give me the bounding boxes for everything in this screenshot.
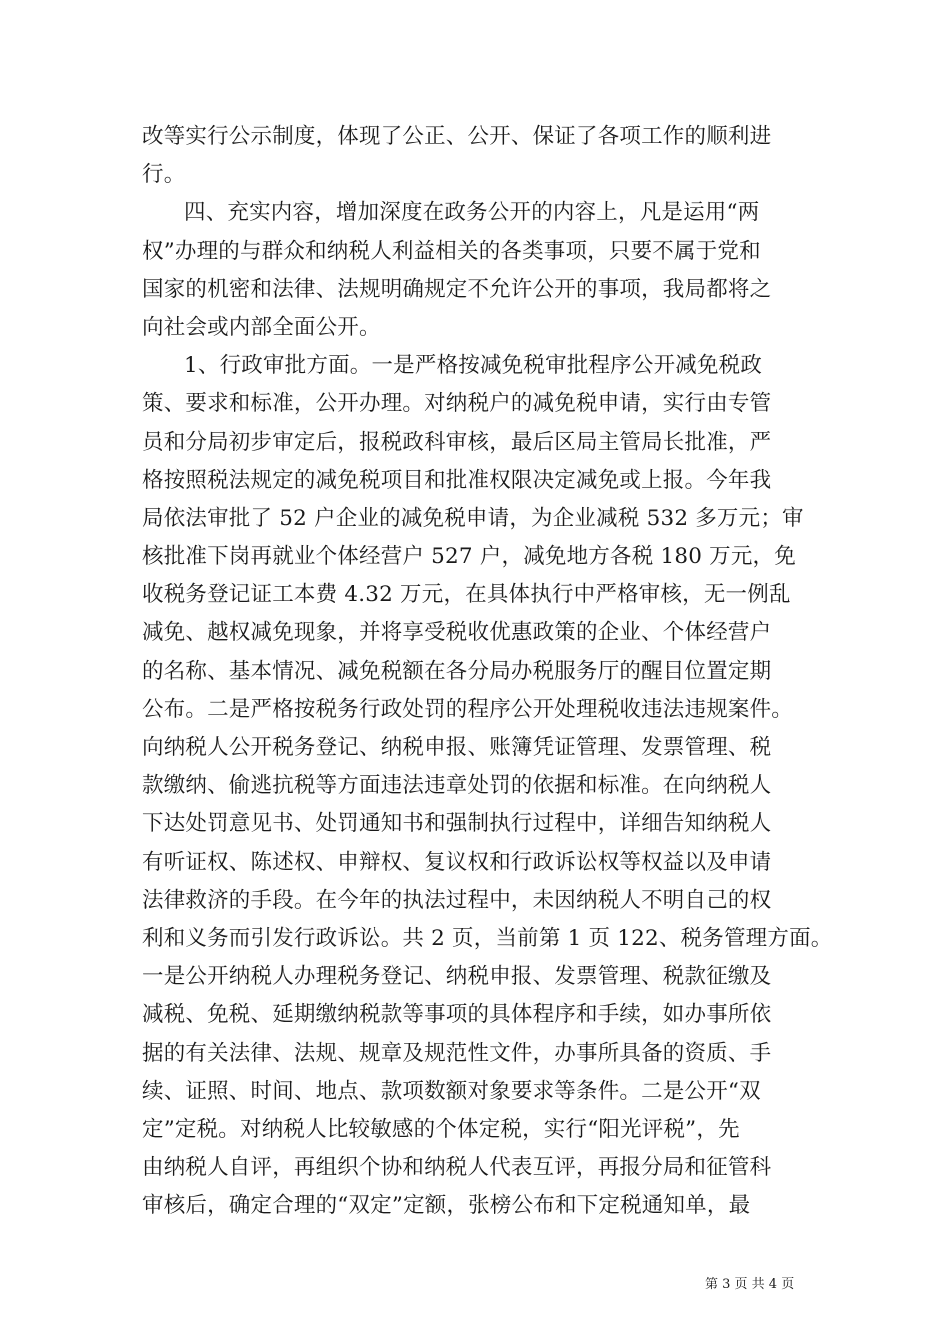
text-line: 审核后，确定合理的“双定”定额，张榜公布和下定税通知单，最 bbox=[142, 1193, 751, 1219]
text-line: 据的有关法律、法规、规章及规范性文件，办事所具备的资质、手 bbox=[142, 1040, 772, 1066]
text-line: 1、行政审批方面。一是严格按减免税审批程序公开减免税政 bbox=[184, 353, 763, 379]
text-line: 利和义务而引发行政诉讼。共 2 页，当前第 1 页 122、税务管理方面。 bbox=[142, 925, 833, 951]
text-line: 减免、越权减免现象，并将享受税收优惠政策的企业、个体经营户 bbox=[142, 620, 772, 646]
text-line: 下达处罚意见书、处罚通知书和强制执行过程中，详细告知纳税人 bbox=[142, 811, 772, 837]
text-line: 公布。二是严格按税务行政处罚的程序公开处理税收违法违规案件。 bbox=[142, 696, 794, 722]
page-footer: 第 3 页 共 4 页 bbox=[705, 1277, 795, 1292]
text-line: 员和分局初步审定后，报税政科审核，最后区局主管局长批准，严 bbox=[142, 429, 772, 455]
text-line: 行。 bbox=[142, 162, 186, 188]
document-body bbox=[142, 118, 833, 1225]
text-line: 的名称、基本情况、减免税额在各分局办税服务厅的醒目位置定期 bbox=[142, 658, 772, 684]
text-line: 由纳税人自评，再组织个协和纳税人代表互评，再报分局和征管科 bbox=[142, 1155, 772, 1181]
text-line: 向纳税人公开税务登记、纳税申报、账簿凭证管理、发票管理、税 bbox=[142, 735, 772, 760]
text-line: 策、要求和标准，公开办理。对纳税户的减免税申请，实行由专管 bbox=[142, 391, 772, 417]
text-line: 款缴纳、偷逃抗税等方面违法违章处罚的依据和标准。在向纳税人 bbox=[142, 773, 772, 799]
text-line: 收税务登记证工本费 4.32 万元，在具体执行中严格审核，无一例乱 bbox=[142, 582, 791, 608]
text-line: 一是公开纳税人办理税务登记、纳税申报、发票管理、税款征缴及 bbox=[142, 964, 772, 990]
text-line: 定”定税。对纳税人比较敏感的个体定税，实行“阳光评税”，先 bbox=[142, 1116, 740, 1142]
text-line: 有听证权、陈述权、申辩权、复议权和行政诉讼权等权益以及申请 bbox=[142, 849, 772, 875]
text-line: 减税、免税、延期缴纳税款等事项的具体程序和手续，如办事所依 bbox=[142, 1002, 772, 1028]
text-line: 局依法审批了 52 户企业的减免税申请，为企业减税 532 多万元；审 bbox=[142, 505, 804, 531]
text-line: 权”办理的与群众和纳税人利益相关的各类事项，只要不属于党和 bbox=[142, 238, 761, 264]
text-line: 向社会或内部全面公开。 bbox=[142, 314, 381, 340]
text-line: 改等实行公示制度，体现了公正、公开、保证了各项工作的顺利进 bbox=[142, 124, 772, 149]
text-line: 法律救济的手段。在今年的执法过程中，未因纳税人不明自己的权 bbox=[142, 887, 772, 913]
text-line: 四、充实内容，增加深度在政务公开的内容上，凡是运用“两 bbox=[184, 200, 760, 226]
text-line: 核批准下岗再就业个体经营户 527 户，减免地方各税 180 万元，免 bbox=[142, 544, 796, 570]
text-line: 格按照税法规定的减免税项目和批准权限决定减免或上报。今年我 bbox=[142, 467, 772, 493]
text-line: 续、证照、时间、地点、款项数额对象要求等条件。二是公开“双 bbox=[142, 1078, 761, 1104]
text-line: 国家的机密和法律、法规明确规定不允许公开的事项，我局都将之 bbox=[142, 276, 772, 302]
